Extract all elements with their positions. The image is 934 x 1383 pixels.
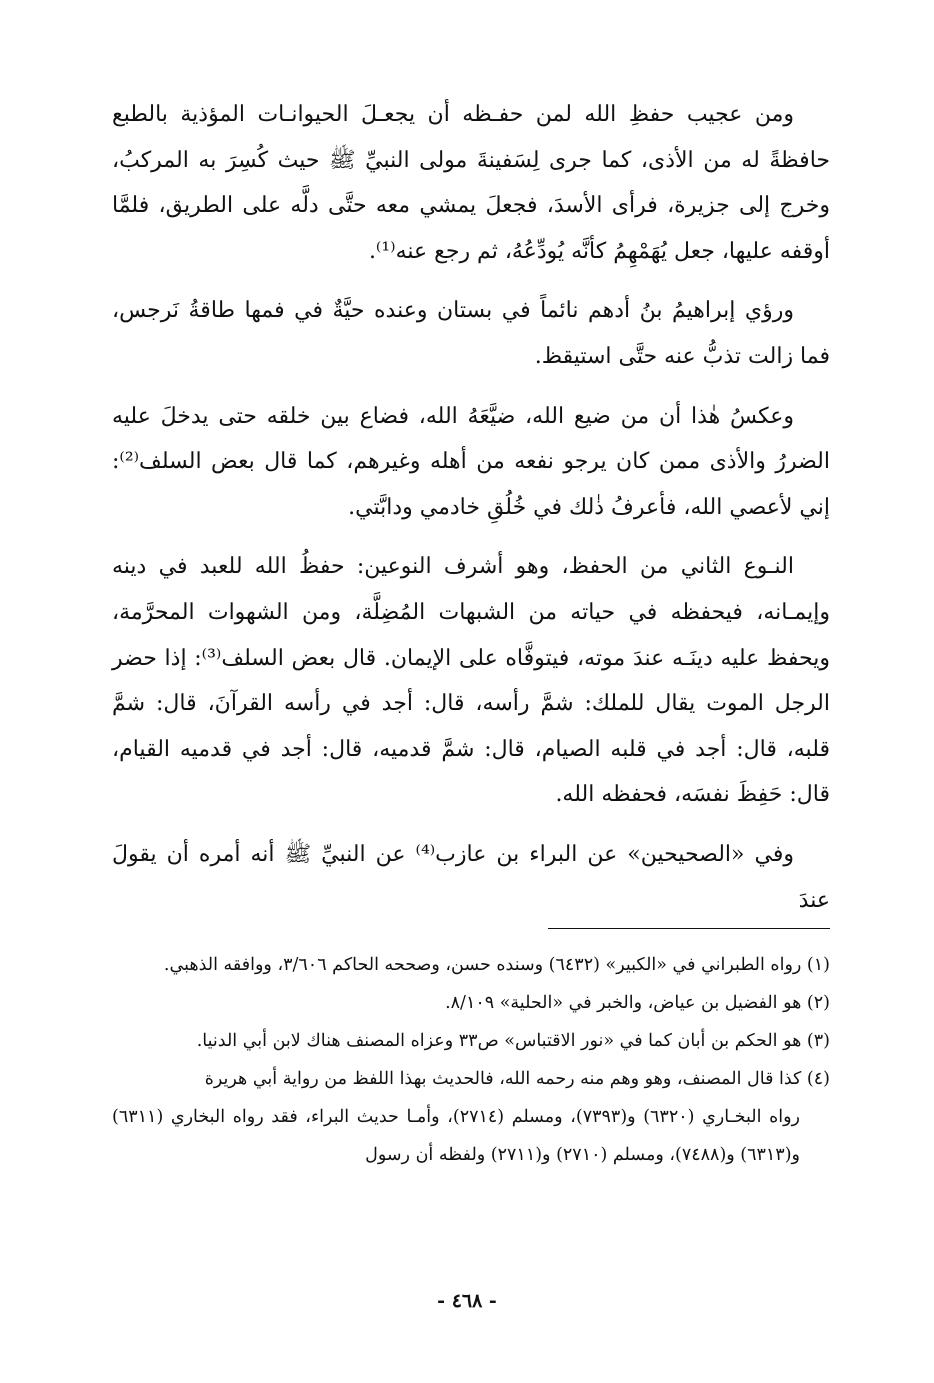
paragraph-sahihayn: وفي «الصحيحين» عن البراء بن عازب⁽⁴⁾ عن النبيِّ ﷺ أنه أمره أن يقولَ عندَ xyxy=(112,841,830,913)
page-number: - ٤٦٨ - xyxy=(437,1290,497,1312)
footnote-divider xyxy=(548,928,830,929)
paragraph-neglecting-allah: وعكسُ هٰذا أن من ضيع الله، ضيَّعَهُ الله، فضاع بين خلقه حتى يدخلَ عليه الضررُ والأذى ممن كان يرجو نفعه من أهله وغيرهم، كما قال بعض السلف⁽²⁾: إني لأعصي الله، فأعرفُ ذٰلك في خُلُقِ خادمي ودابَّتي. xyxy=(112,403,830,520)
footnote-1: (١) رواه الطبراني في «الكبير» (٦٤٣٢) وسنده حسن، وصححه الحاكم ٣/٦٠٦، ووافقه الذهبي. xyxy=(163,955,830,975)
paragraph-ibrahim-ibn-adham: ورؤي إبراهيمُ بنُ أدهم نائماً في بستان وعنده حيَّةٌ في فمها طاقةُ نَرجس، فما زالت تذبُّ عنه حتَّى استيقظ. xyxy=(112,298,830,369)
footnotes xyxy=(112,946,830,1174)
footnote-4: (٤) كذا قال المصنف، وهو وهم منه رحمه الله، فالحديث بهذا اللفظ من رواية أبي هريرة xyxy=(204,1069,830,1089)
footnote-3: (٣) هو الحكم بن أبان كما في «نور الاقتباس» ص٣٣ وعزاه المصنف هناك لابن أبي الدنيا. xyxy=(196,1031,830,1051)
footnote-4-continuation: رواه البخـاري (٦٣٢٠) و(٧٣٩٣)، ومسلم (٢٧١٤)، وأمـا حديث البراء، فقد رواه البخاري (٦٣١١) و(٦٣١٣) و(٧٤٨٨)، ومسلم (٢٧١٠) و(٢٧١١) ولفظه أن رسول xyxy=(112,1107,801,1165)
main-text xyxy=(112,92,830,923)
paragraph-animals-protection: ومن عجيب حفظِ الله لمن حفـظه أن يجعـلَ الحيوانـات المؤذية بالطبع حافظةً له من الأذى، كما جرى لِسَفينةَ مولى النبيِّ ﷺ حيث كُسِرَ به المركبُ، وخرج إلى جزيرة، فرأى الأسدَ، فجعلَ يمشي معه حتَّى دلَّه على الطريق، فلمَّا أوقفه عليها، جعل يُهَمْهِمُ كأنَّه يُودِّعُهُ، ثم رجع عنه⁽¹⁾. xyxy=(112,102,830,264)
paragraph-second-type: النـوع الثاني من الحفظ، وهو أشرف النوعين: حفظُ الله للعبد في دينه وإيمـانه، فيحفظه في حياته من الشبهات المُضِلَّة، ومن الشهوات المحرَّمة، ويحفظ عليه دينَـه عندَ موته، فيتوفَّاه على الإيمان. قال بعض السلف⁽³⁾: إذا حضر الرجل الموت يقال للملك: شمَّ رأسه، قال: أجد في رأسه القرآنَ، قال: شمَّ قلبه، قال: أجد في قلبه الصيام، قال: شمَّ قدميه، قال: أجد في قدميه القيام، قال: حَفِظَ نفسَه، فحفظه الله. xyxy=(112,554,830,808)
footnote-2: (٢) هو الفضيل بن عياض، والخبر في «الحلية» ٨/١٠٩. xyxy=(445,993,830,1013)
